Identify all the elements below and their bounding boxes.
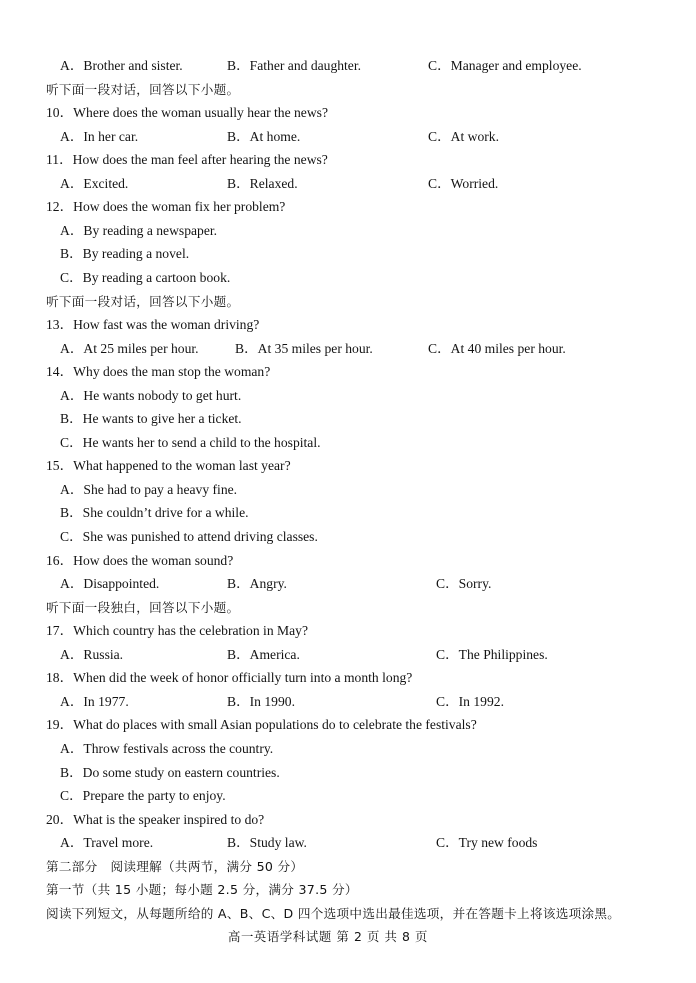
question-text: 13．How fast was the woman driving?: [46, 317, 260, 333]
answer-option-a: A．Russia.: [60, 646, 124, 662]
answer-option-c: C．At work.: [428, 128, 499, 144]
text-line: [0, 126, 696, 148]
answer-option-b: B．In 1990.: [227, 693, 295, 709]
answer-option-b: B．Angry.: [227, 576, 287, 592]
answer-option-a: A．In 1977.: [60, 693, 129, 709]
section-instruction: 第二部分 阅读理解（共两节，满分 50 分）: [46, 858, 304, 874]
answer-option: C．He wants her to send a child to the hospital.: [60, 434, 321, 450]
text-line: [0, 809, 696, 831]
answer-option: B．By reading a novel.: [60, 246, 190, 262]
section-instruction: 听下面一段独白，回答以下小题。: [46, 599, 240, 615]
text-line: [0, 573, 696, 595]
answer-option-c: C．Try new foods: [436, 835, 538, 851]
text-line: [0, 879, 696, 901]
answer-option: C．By reading a cartoon book.: [60, 269, 231, 285]
text-line: [0, 385, 696, 407]
text-line: [0, 291, 696, 313]
text-line: [0, 196, 696, 218]
answer-option: B．Do some study on eastern countries.: [60, 764, 280, 780]
text-line: [0, 550, 696, 572]
text-line: [0, 173, 696, 195]
text-line: [0, 714, 696, 736]
answer-option-a: A．At 25 miles per hour.: [60, 340, 199, 356]
text-line: [0, 455, 696, 477]
page-footer: 高一英语学科试题 第 2 页 共 8 页: [227, 929, 429, 944]
answer-option: C．She was punished to attend driving classes.: [60, 529, 318, 544]
text-line: [0, 267, 696, 289]
text-line: [0, 220, 696, 242]
text-line: [0, 479, 696, 501]
text-line: [0, 832, 696, 854]
answer-option-b: B．Relaxed.: [227, 175, 298, 191]
text-line: [0, 691, 696, 713]
answer-option-b: B．Father and daughter.: [227, 58, 362, 73]
text-line: [0, 644, 696, 666]
question-text: 14．Why does the man stop the woman?: [46, 364, 271, 380]
answer-option-b: B．Study law.: [227, 835, 307, 851]
question-text: 17．Which country has the celebration in May?: [46, 623, 308, 639]
question-text: 11．How does the man feel after hearing the news?: [46, 152, 328, 168]
text-line: [0, 314, 696, 336]
answer-option-c: C．In 1992.: [436, 693, 504, 709]
section-instruction: 听下面一段对话，回答以下小题。: [46, 81, 240, 97]
answer-option: B．She couldn’t drive for a while.: [60, 505, 249, 521]
text-line: [0, 667, 696, 689]
text-line: [0, 149, 696, 171]
answer-option: A．She had to pay a heavy fine.: [60, 481, 238, 497]
text-line: [0, 243, 696, 265]
text-line: [0, 79, 696, 101]
text-line: [0, 338, 696, 360]
text-line: [0, 620, 696, 642]
question-text: 20．What is the speaker inspired to do?: [46, 811, 265, 827]
text-line: [0, 502, 696, 524]
answer-option: A．Throw festivals across the country.: [60, 740, 274, 756]
text-line: [0, 432, 696, 454]
answer-option-b: B．At home.: [227, 128, 301, 144]
question-text: 12．How does the woman fix her problem?: [46, 199, 286, 215]
answer-option-c: C．Sorry.: [436, 576, 492, 592]
question-text: 10．Where does the woman usually hear the news?: [46, 105, 328, 121]
answer-option-a: A．Brother and sister.: [60, 58, 183, 73]
text-line: [0, 762, 696, 784]
answer-option: C．Prepare the party to enjoy.: [60, 788, 226, 804]
answer-option-c: C．At 40 miles per hour.: [428, 340, 566, 356]
text-line: [0, 903, 696, 925]
answer-option: B．He wants to give her a ticket.: [60, 411, 242, 427]
text-line: [0, 55, 696, 77]
text-line: [0, 785, 696, 807]
answer-option-a: A．Disappointed.: [60, 576, 160, 592]
answer-option-c: C．Manager and employee.: [428, 58, 582, 73]
question-text: 16．How does the woman sound?: [46, 552, 234, 568]
answer-option-c: C．Worried.: [428, 175, 499, 191]
section-instruction: 听下面一段对话，回答以下小题。: [46, 293, 240, 309]
section-instruction: 阅读下列短文，从每题所给的 A、B、C、D 四个选项中选出最佳选项，并在答题卡上将该选项涂黑。: [46, 905, 621, 921]
question-text: 18．When did the week of honor officially turn into a month long?: [46, 670, 413, 686]
question-text: 15．What happened to the woman last year?: [46, 458, 291, 474]
section-instruction: 第一节（共 15 小题；每小题 2.5 分，满分 37.5 分）: [46, 882, 358, 898]
text-line: [0, 597, 696, 619]
text-line: [0, 361, 696, 383]
text-line: [0, 408, 696, 430]
text-line: [0, 102, 696, 124]
text-line: [0, 526, 696, 548]
answer-option-b: B．At 35 miles per hour.: [235, 340, 373, 356]
answer-option: A．He wants nobody to get hurt.: [60, 387, 242, 403]
text-line: [0, 856, 696, 878]
answer-option-a: A．Excited.: [60, 175, 129, 191]
answer-option-a: A．In her car.: [60, 128, 139, 144]
answer-option-a: A．Travel more.: [60, 835, 154, 851]
question-text: 19．What do places with small Asian populations do to celebrate the festivals?: [46, 717, 477, 733]
answer-option: A．By reading a newspaper.: [60, 222, 218, 238]
text-line: [0, 738, 696, 760]
answer-option-c: C．The Philippines.: [436, 646, 548, 662]
answer-option-b: B．America.: [227, 646, 300, 662]
